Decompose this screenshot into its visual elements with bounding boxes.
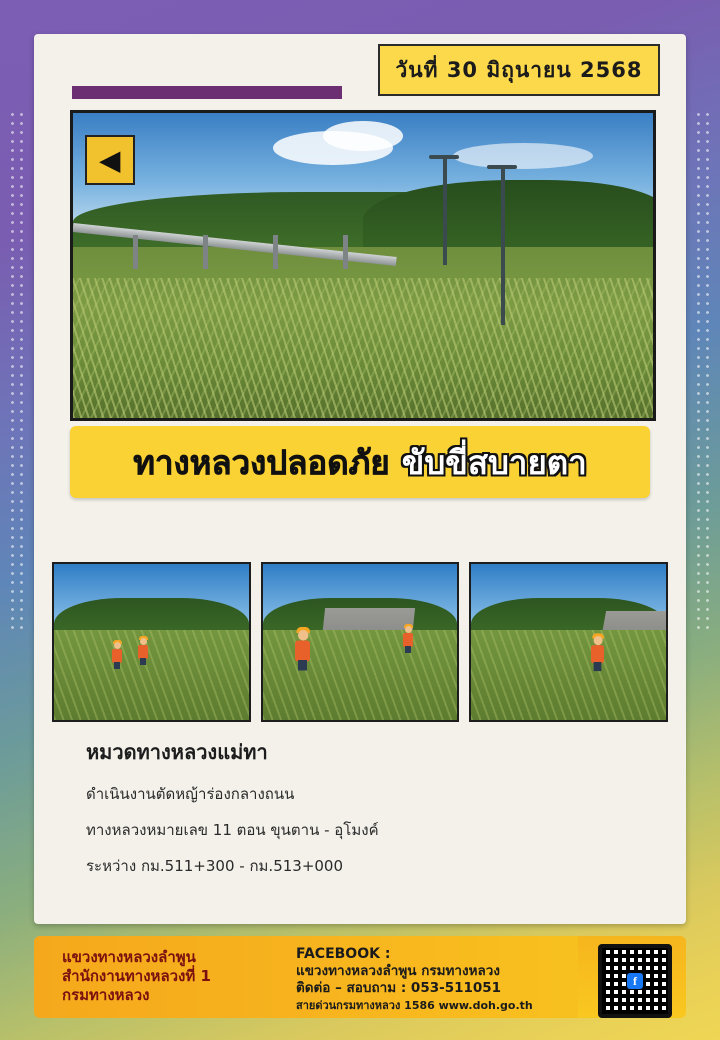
- contact-block: [296, 946, 596, 1014]
- thumbnail-strip: [52, 562, 668, 722]
- hero-street-lamp: [443, 155, 447, 265]
- worker-figure: [403, 626, 413, 652]
- thumb-grass: [54, 630, 249, 720]
- hotline-website: สายด่วนกรมทางหลวง 1586 www.doh.go.th: [296, 999, 533, 1012]
- slogan-primary: ทางหลวงปลอดภัย: [133, 442, 390, 482]
- contact-phone: ติดต่อ – สอบถาม : 053-511051: [296, 980, 502, 996]
- worker-figure: [138, 638, 148, 664]
- description-line-2: ทางหลวงหมายเลข 11 ตอน ขุนตาน - อุโมงค์: [86, 821, 379, 839]
- hero-photo: [70, 110, 656, 421]
- slogan-secondary: ขับขี่สบายตา: [401, 442, 587, 482]
- facebook-page-name: แขวงทางหลวงลำพูน กรมทางหลวง: [296, 963, 500, 979]
- description-line-1: ดำเนินงานตัดหญ้าร่องกลางถนน: [86, 785, 295, 803]
- purple-accent-bar: [72, 86, 342, 99]
- hero-guardrail-post: [273, 235, 278, 269]
- worker-figure: [591, 636, 604, 670]
- hero-cut-grass-texture: [73, 278, 653, 418]
- section-title: หมวดทางหลวงแม่ทา: [86, 740, 268, 764]
- hero-guardrail-post: [133, 235, 138, 269]
- description-block: [86, 736, 646, 890]
- decorative-dots-left: [8, 110, 26, 630]
- org-line-2: สำนักงานทางหลวงที่ 1: [62, 967, 211, 985]
- worker-figure: [295, 630, 310, 669]
- hero-cloud: [453, 143, 593, 169]
- hero-guardrail-post: [203, 235, 208, 269]
- facebook-icon: f: [627, 973, 643, 989]
- description-line-3: ระหว่าง กม.511+300 - กม.513+000: [86, 857, 344, 875]
- chevron-left-sign-icon: ◀: [85, 135, 135, 185]
- date-text: วันที่ 30 มิถุนายน 2568: [395, 57, 643, 82]
- hero-cloud: [323, 121, 403, 151]
- org-line-1: แขวงทางหลวงลำพูน: [62, 948, 196, 966]
- content-card: [34, 34, 686, 924]
- thumb-grass: [471, 630, 666, 720]
- footer-bar: [34, 936, 686, 1018]
- date-badge: [378, 44, 660, 96]
- header-bar: [34, 34, 686, 112]
- qr-code-icon[interactable]: [598, 944, 672, 1018]
- thumb-grass: [263, 630, 458, 720]
- hero-street-lamp: [501, 165, 505, 325]
- org-line-3: กรมทางหลวง: [62, 986, 150, 1004]
- hero-street-lamp-arm: [487, 165, 517, 169]
- thumbnail-3: [469, 562, 668, 722]
- thumbnail-2: [261, 562, 460, 722]
- worker-figure: [112, 642, 122, 668]
- decorative-dots-right: [694, 110, 712, 630]
- hero-guardrail-post: [343, 235, 348, 269]
- facebook-label: FACEBOOK :: [296, 946, 391, 962]
- slogan-banner: [70, 426, 650, 498]
- thumbnail-1: [52, 562, 251, 722]
- hero-street-lamp-arm: [429, 155, 459, 159]
- organization-block: [62, 948, 272, 1005]
